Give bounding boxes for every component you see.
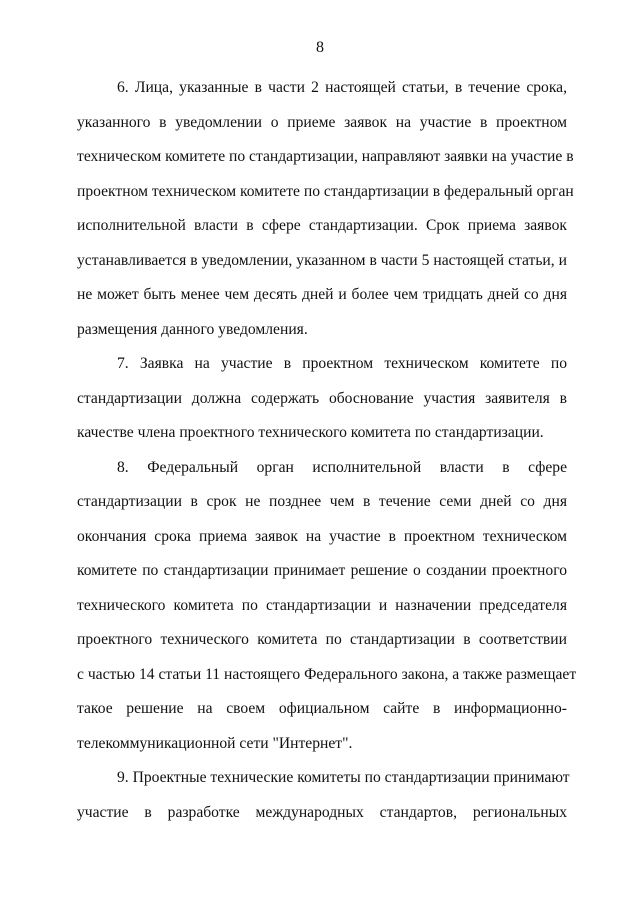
text-line: окончания срока приема заявок на участие в проектном техническом xyxy=(77,527,567,545)
text-line: 7. Заявка на участие в проектном техническом комитете по xyxy=(117,355,567,372)
text-line: 9. Проектные технические комитеты по стандартизации принимают xyxy=(117,769,570,786)
text-line: качестве члена проектного технического комитета по стандартизации. xyxy=(77,424,544,441)
text-line: технического комитета по стандартизации и назначении председателя xyxy=(77,596,567,614)
text-line: стандартизации должна содержать обоснование участия заявителя в xyxy=(77,389,567,407)
text-line: такое решение на своем официальном сайте в информационно- xyxy=(77,700,567,717)
text-line: исполнительной власти в сфере стандартизации. Срок приема заявок xyxy=(77,217,567,234)
page-number: 8 xyxy=(316,39,324,56)
text-line: техническом комитете по стандартизации, направляют заявки на участие в xyxy=(77,148,574,165)
text-line: стандартизации в срок не позднее чем в течение семи дней со дня xyxy=(77,493,567,510)
text-line: 6. Лица, указанные в части 2 настоящей статьи, в течение срока, xyxy=(117,79,567,96)
text-line: указанного в уведомлении о приеме заявок на участие в проектном xyxy=(77,113,567,131)
text-line: комитете по стандартизации принимает решение о создании проектного xyxy=(77,562,567,579)
text-line: устанавливается в уведомлении, указанном в части 5 настоящей статьи, и xyxy=(77,251,567,269)
text-line: проектном техническом комитете по стандартизации в федеральный орган xyxy=(77,182,574,200)
document-body xyxy=(77,71,577,830)
paragraph xyxy=(77,347,567,451)
text-line: телекоммуникационной сети "Интернет". xyxy=(77,734,353,752)
text-line: с частью 14 статьи 11 настоящего Федерального закона, а также размещает xyxy=(77,665,577,683)
paragraph xyxy=(77,761,570,830)
text-line: не может быть менее чем десять дней и более чем тридцать дней со дня xyxy=(77,286,567,303)
paragraph xyxy=(77,451,577,762)
text-line: размещения данного уведомления. xyxy=(77,320,308,338)
paragraph xyxy=(77,71,574,347)
text-line: участие в разработке международных стандартов, региональных xyxy=(77,803,567,821)
text-line: 8. Федеральный орган исполнительной власти в сфере xyxy=(117,458,567,476)
text-line: проектного технического комитета по стандартизации в соответствии xyxy=(77,631,567,648)
